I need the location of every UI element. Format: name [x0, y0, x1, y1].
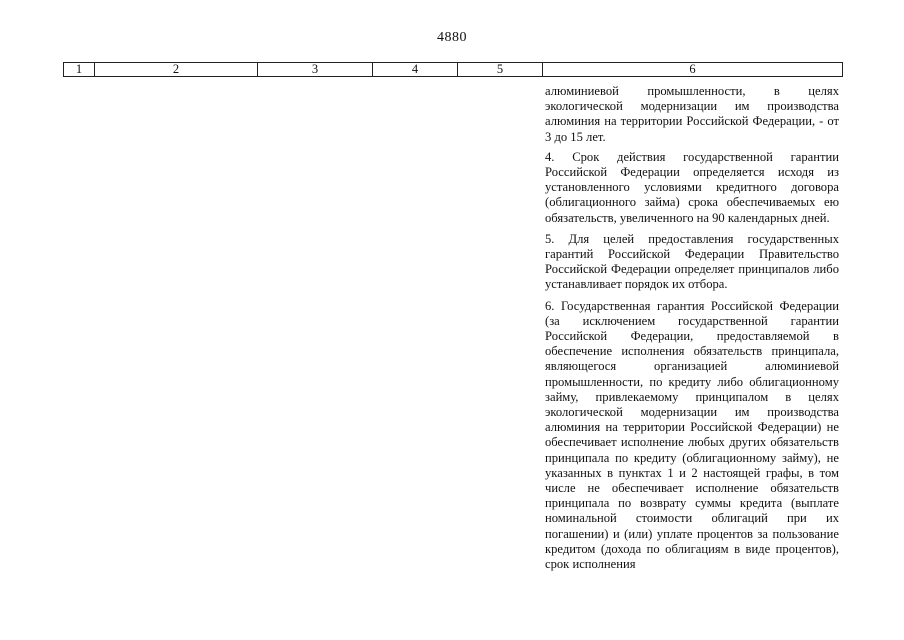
column-header-1: 1	[64, 63, 95, 77]
column-6-paragraph: алюминиевой промышленности, в целях экологической модернизации им производства алюминия на территории Российской Федерации, - от 3 до 15 лет.	[545, 84, 839, 144]
column-6-content	[545, 84, 839, 578]
page-number: 4880	[437, 30, 467, 45]
column-header-2: 2	[95, 63, 258, 77]
column-6-paragraph: 5. Для целей предоставления государственных гарантий Российской Федерации Правительство Российской Федерации определяет принципалов либо устанавливает порядок их отбора.	[545, 231, 839, 292]
column-6-paragraph: 6. Государственная гарантия Российской Федерации (за исключением государственной гарантии Российской Федерации, предоставляемой в обеспечение исполнения обязательств принципала, являющегося организацией алюминиевой промышленности, по кредиту либо облигационному займу, привлекаемому принципалом в целях экологической модернизации им производства алюминия на территории Российской Федерации) не обеспечивает исполнение любых других обязательств принципала по кредиту (облигационному займу), не указанных в пунктах 1 и 2 настоящей графы, в том числе не обеспечивает исполнение обязательств принципала по возврату суммы кредита (выплате номинальной стоимости облигаций при их погашении) и (или) уплате процентов за пользование кредитом (дохода по облигациям в виде процентов), срок исполнения	[545, 298, 839, 572]
column-header-table	[63, 62, 843, 77]
column-header-row	[64, 63, 843, 77]
column-header-6: 6	[543, 63, 843, 77]
column-header-3: 3	[258, 63, 373, 77]
column-header-5: 5	[458, 63, 543, 77]
column-header-4: 4	[373, 63, 458, 77]
column-6-paragraph: 4. Срок действия государственной гарантии Российской Федерации определяется исходя из установленного условиями кредитного договора (облигационного займа) срока обеспечиваемых ею обязательств, увеличенного на 90 календарных дней.	[545, 149, 839, 225]
